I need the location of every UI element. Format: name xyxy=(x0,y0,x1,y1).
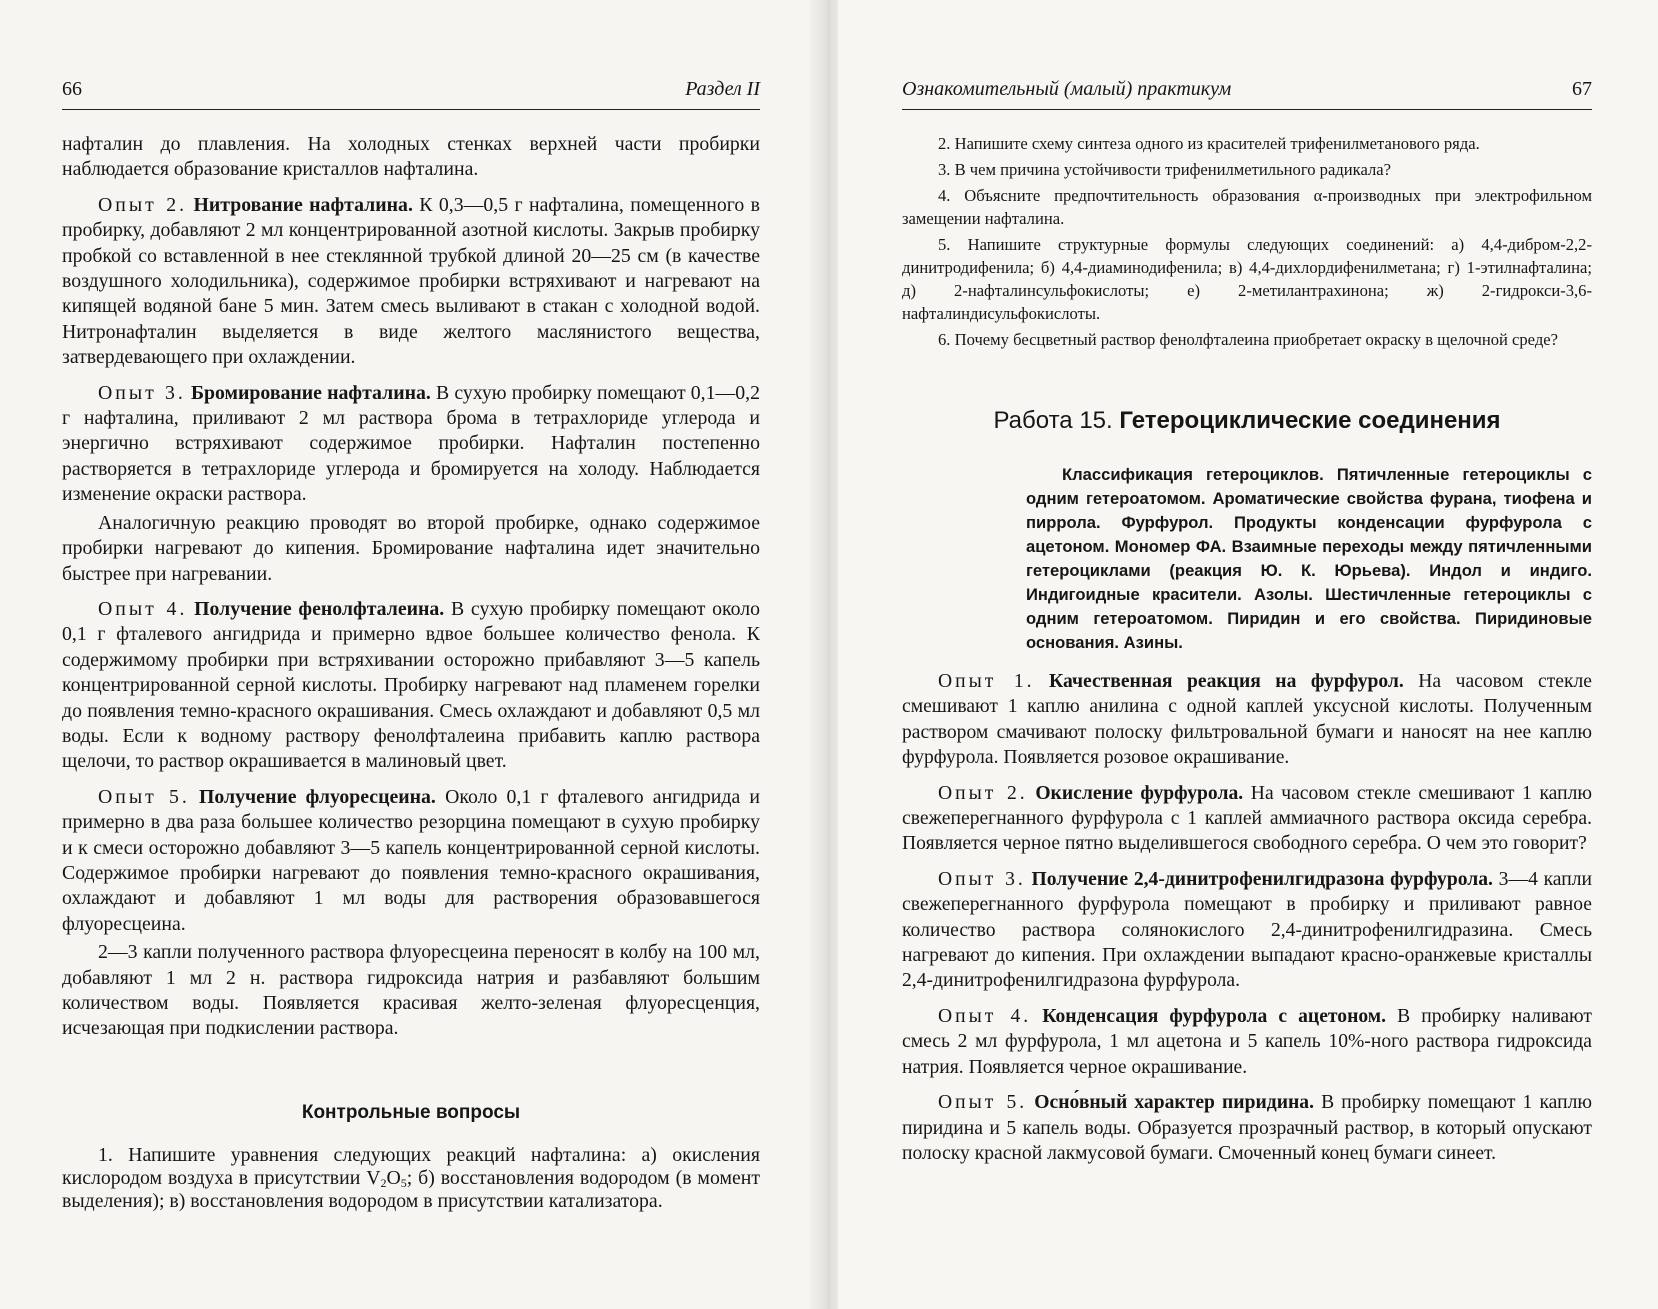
left-page-number: 66 xyxy=(62,78,82,100)
exp-title: Окисление фурфурола. xyxy=(1035,782,1244,804)
exp-title: Нитрование нафталина. xyxy=(193,193,413,216)
work-title-prefix: Работа 15. xyxy=(993,407,1113,434)
work-abstract: Классификация гетероциклов. Пятичленные гетероциклы с одним гетероатомом. Ароматические свойства фурана, тиофена и пиррола. Фурфурол. Продукты конденсации фурфурола с ацетоном. Мономер ФА. Взаимные переходы между пятичленными гетероциклами (реакция Ю. К. Юрьева). Индол и индиго. Индигоидные красители. Азолы. Шестичленные гетероциклы с одним гетероатомом. Пиридин и его свойства. Пиридиновые основания. Азины. xyxy=(1026,465,1592,652)
question-1-part: O xyxy=(386,1166,401,1189)
right-exp1 xyxy=(902,669,1592,771)
right-running-head xyxy=(902,78,1592,110)
right-exp4 xyxy=(902,1004,1592,1080)
exp-text: В пробирку помещают 1 каплю пиридина и 5 капель воды. Образуется прозрачный раствор, в который опускают полоску красной лакмусовой бумаги. Смоченный конец бумаги синеет. xyxy=(902,1092,1593,1164)
left-running-title: Раздел II xyxy=(685,78,760,100)
exp-text: На часовом стекле смешивают 1 каплю свежеперегнанного фурфурола с 1 каплей аммиачного раствора оксида серебра. Появляется черное пятно выделившегося свободного серебра. О чем это говорит? xyxy=(902,782,1593,855)
exp-title: Бромирование нафталина. xyxy=(190,381,431,404)
exp-title: Качественная реакция на фурфурол. xyxy=(1049,671,1404,692)
question-1-part: 1. Напишите уравнения следующих реакций нафталина: а) окисления кислородом воздуха в присутствии V xyxy=(62,1143,760,1189)
exp-text: В пробирку наливают смесь 2 мл фурфурола, 1 мл ацетона и 5 капель 10%-ного раствора гидроксида натрия. Появляется черное окрашивание. xyxy=(902,1005,1592,1078)
left-running-head xyxy=(62,78,760,110)
work-title-text: Гетероциклические соединения xyxy=(1119,407,1501,434)
right-questions xyxy=(902,132,1592,351)
exp-text: Около 0,1 г фталевого ангидрида и примерно в два раза большее количество резорцина помещают в сухую пробирку и к смеси осторожно добавляют 3—5 капель концентрированной серной кислоты. Содержимое пробирки нагревают до появления темно-красного окрашивания, охлаждают и добавляют 1 мл воды для растворения образовавшегося флуоресцеина. xyxy=(62,785,760,935)
right-exp2 xyxy=(902,781,1592,857)
left-exp3-cont: Аналогичную реакцию проводят во второй пробирке, однако содержимое пробирки нагревают до кипения. Бромирование нафталина идет значительно быстрее при нагревании. xyxy=(62,511,760,585)
question-5: 5. Напишите структурные формулы следующих соединений: а) 4,4-дибром-2,2-динитродифенила; б) 4,4-диаминодифенила; в) 4,4-дихлордифенилметана; г) 1-этилнафталина; д) 2-нафталинсульфокислоты; е) 2-метилантрахинона; ж) 2-гидрокси-3,6-нафталиндисульфокислоты. xyxy=(902,235,1592,323)
exp-title: Получение флуоресцеина. xyxy=(199,785,436,808)
questions-title: Контрольные вопросы xyxy=(301,1101,521,1123)
right-page xyxy=(838,0,1658,1309)
exp-title: Осно́вный характер пиридина. xyxy=(1034,1092,1314,1114)
exp-label: Опыт 3. xyxy=(98,381,186,404)
exp-title: Конденсация фурфурола с ацетоном. xyxy=(1042,1005,1387,1027)
exp-label: Опыт 5. xyxy=(98,785,190,808)
exp-title: Получение 2,4-динитрофенилгидразона фурфурола. xyxy=(1031,868,1493,890)
left-exp5 xyxy=(62,785,760,937)
question-1-part: ; б) восстановления водородом (в момент выделения); в) восстановления водородом в присутствии катализатора. xyxy=(62,1166,760,1212)
exp-label: Опыт 2. xyxy=(98,193,188,216)
exp-text: В сухую пробирку помещают около 0,1 г фталевого ангидрида и примерно вдвое большее количество фенола. К содержимому пробирки при встряхивании осторожно прибавляют 3—5 капель концентрированной серной кислоты. Пробирку нагревают над пламенем горелки до появления темно-красного окрашивания. Смесь охлаждают и добавляют 0,5 мл воды. Если к водному раствору фенолфталеина прибавить каплю раствора щелочи, то раствор окрашивается в малиновый цвет. xyxy=(62,597,760,773)
exp-text: В сухую пробирку помещают 0,1—0,2 г нафталина, приливают 2 мл раствора брома в тетрахлориде углерода и энергично встряхивают содержимое пробирки. Нафталин постепенно растворяется в тетрахлориде углерода и бромируется на холоду. Наблюдается изменение окраски раствора. xyxy=(62,381,760,506)
question-4: 4. Объясните предпочтительность образования α-производных при электрофильном замещении нафталина. xyxy=(902,186,1592,228)
exp-label: Опыт 5. xyxy=(938,1092,1028,1114)
question-6: 6. Почему бесцветный раствор фенолфталеина приобретает окраску в щелочной среде? xyxy=(938,330,1559,349)
left-exp2 xyxy=(62,193,760,371)
question-1 xyxy=(62,1144,760,1213)
subscript: 5 xyxy=(400,1175,407,1190)
right-exp5 xyxy=(902,1090,1592,1166)
exp-label: Опыт 4. xyxy=(938,1005,1032,1027)
work-title xyxy=(902,407,1592,435)
right-page-number: 67 xyxy=(1572,78,1592,100)
left-exp3 xyxy=(62,381,760,508)
exp-text: 3—4 капли свежеперегнанного фурфурола помещают в пробирку и приливают равное количество раствора солянокислого 2,4-динитрофенилгидразина. Смесь нагревают до кипения. При охлаждении выпадают красно-оранжевые кристаллы 2,4-динитрофенилгидразона фурфурола. xyxy=(902,868,1592,992)
left-exp5-cont: 2—3 капли полученного раствора флуоресцеина переносят в колбу на 100 мл, добавляют 1 мл 2 н. раствора гидроксида натрия и разбавляют большим количеством воды. Появляется красивая желто-зеленая флуоресценция, исчезающая при подкислении раствора. xyxy=(62,941,760,1040)
left-questions xyxy=(62,1144,760,1213)
exp-label: Опыт 1. xyxy=(938,671,1035,692)
exp-text: На часовом стекле смешивают 1 каплю анилина с одной каплей уксусной кислоты. Полученным раствором смачивают полоску фильтровальной бумаги и наносят на нее каплю фурфурола. Появляется розовое окрашивание. xyxy=(902,671,1592,769)
exp-title: Получение фенолфталеина. xyxy=(194,597,445,620)
exp-label: Опыт 4. xyxy=(98,597,188,620)
left-page xyxy=(0,0,820,1309)
right-exp3 xyxy=(902,867,1592,994)
intro-paragraph: нафталин до плавления. На холодных стенках верхней части пробирки наблюдается образование кристаллов нафталина. xyxy=(62,133,760,181)
exp-label: Опыт 2. xyxy=(938,782,1028,804)
exp-text: К 0,3—0,5 г нафталина, помещенного в пробирку, добавляют 2 мл концентрированной азотной кислоты. Закрыв пробирку пробкой со вставленной в нее стеклянной трубкой длиной 20—25 см (в качестве воздушного холодильника), содержимое пробирки встряхивают и нагревают на кипящей водяной бане 5 мин. Затем смесь выливают в стакан с холодной водой. Нитронафталин выделяется в виде желтого маслянистого вещества, затвердевающего при охлаждении. xyxy=(62,193,760,369)
exp-label: Опыт 3. xyxy=(938,868,1026,890)
left-exp4 xyxy=(62,597,760,775)
question-3: 3. В чем причина устойчивости трифенилметильного радикала? xyxy=(938,160,1391,179)
subscript: 2 xyxy=(380,1175,387,1190)
right-running-title: Ознакомительный (малый) практикум xyxy=(902,78,1232,100)
question-2: 2. Напишите схему синтеза одного из красителей трифенилметанового ряда. xyxy=(938,134,1480,153)
